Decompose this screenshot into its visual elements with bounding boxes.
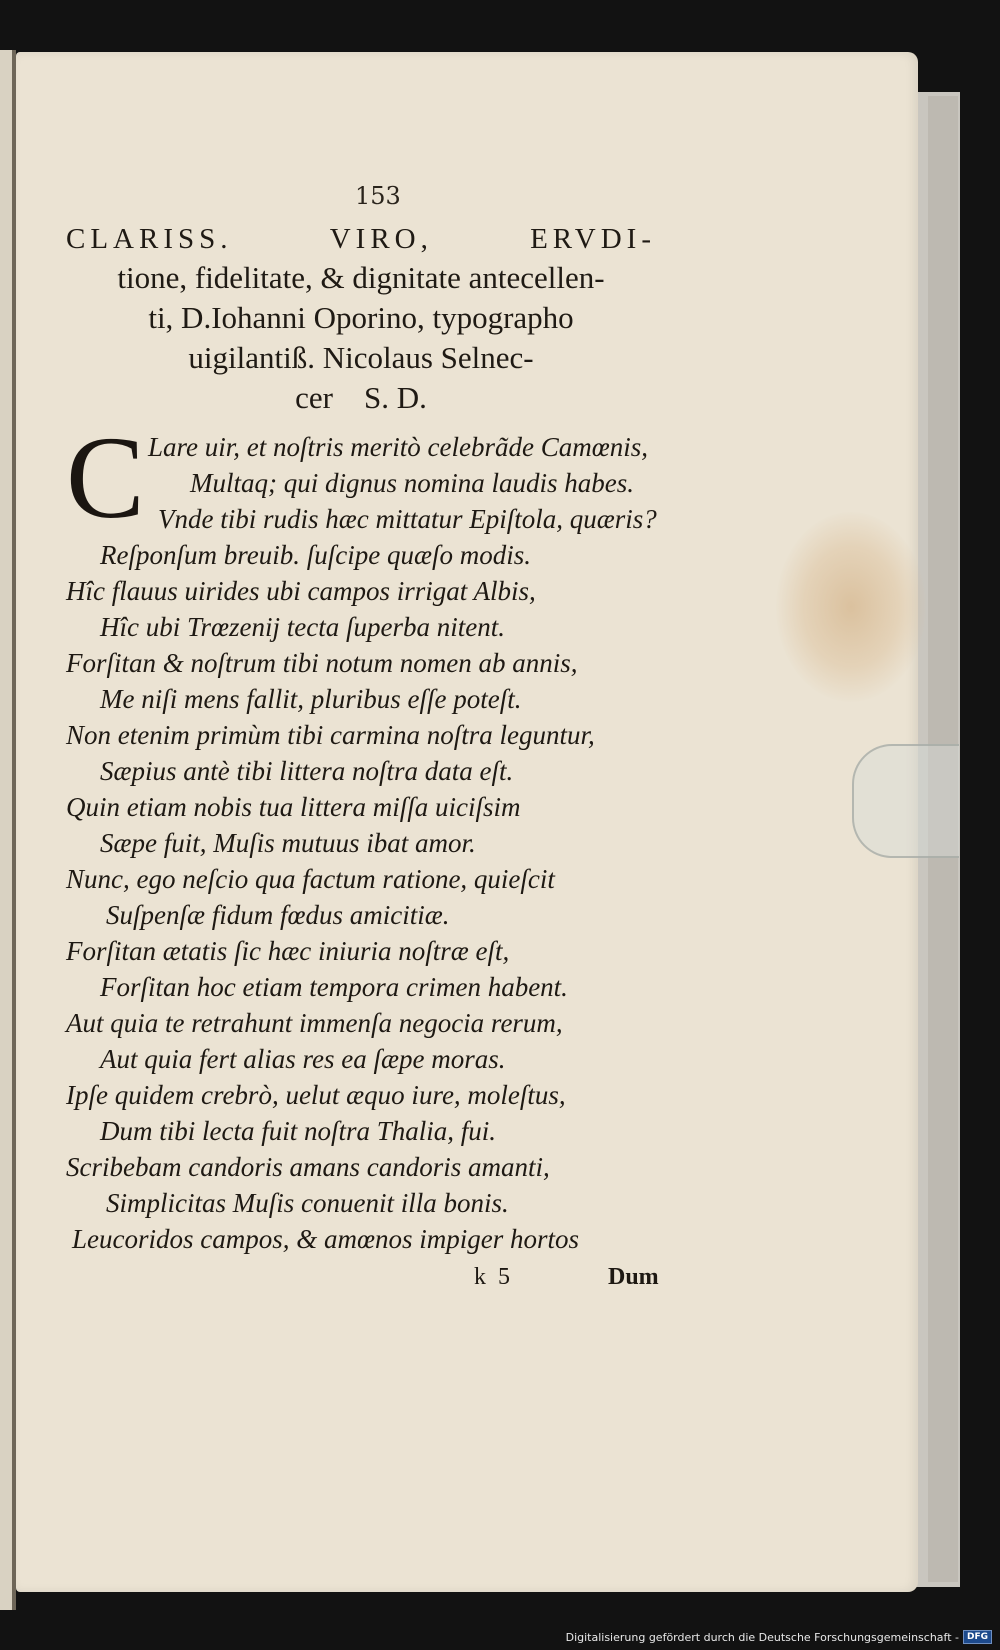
heading-line-3: ti, D.Iohanni Oporino, typographo [148,300,574,335]
verse-line: Suſpenſæ fidum fœdus amicitiæ. [106,900,450,930]
catchword: Dum [608,1264,659,1290]
verse-line: Dum tibi lecta fuit noſtra Thalia, fui. [100,1116,497,1146]
verse-line: Reſponſum breuib. ſuſcipe quæſo modis. [100,540,531,570]
digitization-credit [566,1630,992,1644]
verse-line: Nunc, ego neſcio qua factum ratione, quieſcit [66,864,555,894]
water-stain [776,512,926,702]
page-clip [852,744,959,858]
left-page-edge [0,50,12,1610]
verse-line: Aut quia fert alias res ea ſæpe moras. [100,1044,506,1074]
verse-line: Leucoridos campos, & amœnos impiger hortos [72,1224,580,1254]
verse-line: Quin etiam nobis tua littera miſſa uiciſsim [66,792,521,822]
verse-line: Simplicitas Muſis conuenit illa bonis. [106,1188,509,1218]
verse-line: Forſitan & noſtrum tibi notum nomen ab annis, [66,648,578,678]
dfg-logo: DFG [963,1630,992,1644]
verse-line: Aut quia te retrahunt immenſa negocia rerum, [66,1008,563,1038]
verse-line: Non etenim primùm tibi carmina noſtra leguntur, [66,720,595,750]
heading-word: CLARISS. [66,223,233,255]
signature-mark: k 5 [474,1264,510,1290]
dedication-heading [66,220,656,418]
heading-word: ERVDI- [530,223,656,255]
verse-line: Sæpius antè tibi littera noſtra data eſt. [100,756,514,786]
verse-line: Scribebam candoris amans candoris amanti, [66,1152,550,1182]
verse-line: Forſitan hoc etiam tempora crimen habent. [100,972,568,1002]
heading-word: VIRO, [329,223,433,255]
credit-text: Digitalisierung gefördert durch die Deutsche Forschungsgemeinschaft - [565,1630,959,1644]
heading-line-4: uigilantiß. Nicolaus Selnec- [188,340,534,375]
verse-line: Ipſe quidem crebrò, uelut æquo iure, moleſtus, [66,1080,566,1110]
heading-line-2: tione, fidelitate, & dignitate antecellen- [117,260,605,295]
verse-line: Sæpe fuit, Muſis mutuus ibat amor. [100,828,476,858]
verse-line: Hîc flauus uirides ubi campos irrigat Albis, [66,576,536,606]
drop-cap: C [66,412,145,543]
verse-line: Me niſi mens fallit, pluribus eſſe poteſt. [100,684,522,714]
verse-line: Vnde tibi rudis hæc mittatur Epiſtola, quæris? [158,504,657,534]
verse-line: Hîc ubi Trœzenij tecta ſuperba nitent. [100,612,505,642]
page-number: 153 [355,182,401,210]
verse-line: Forſitan ætatis ſic hæc iniuria noſtræ eſt, [66,936,510,966]
verse-line: Lare uir, et noſtris meritò celebrãde Camœnis, [148,432,648,462]
verse-line: Multaq; qui dignus nomina laudis habes. [190,468,634,498]
heading-line-5: cer S. D. [295,380,427,415]
heading-line-1 [66,220,656,258]
